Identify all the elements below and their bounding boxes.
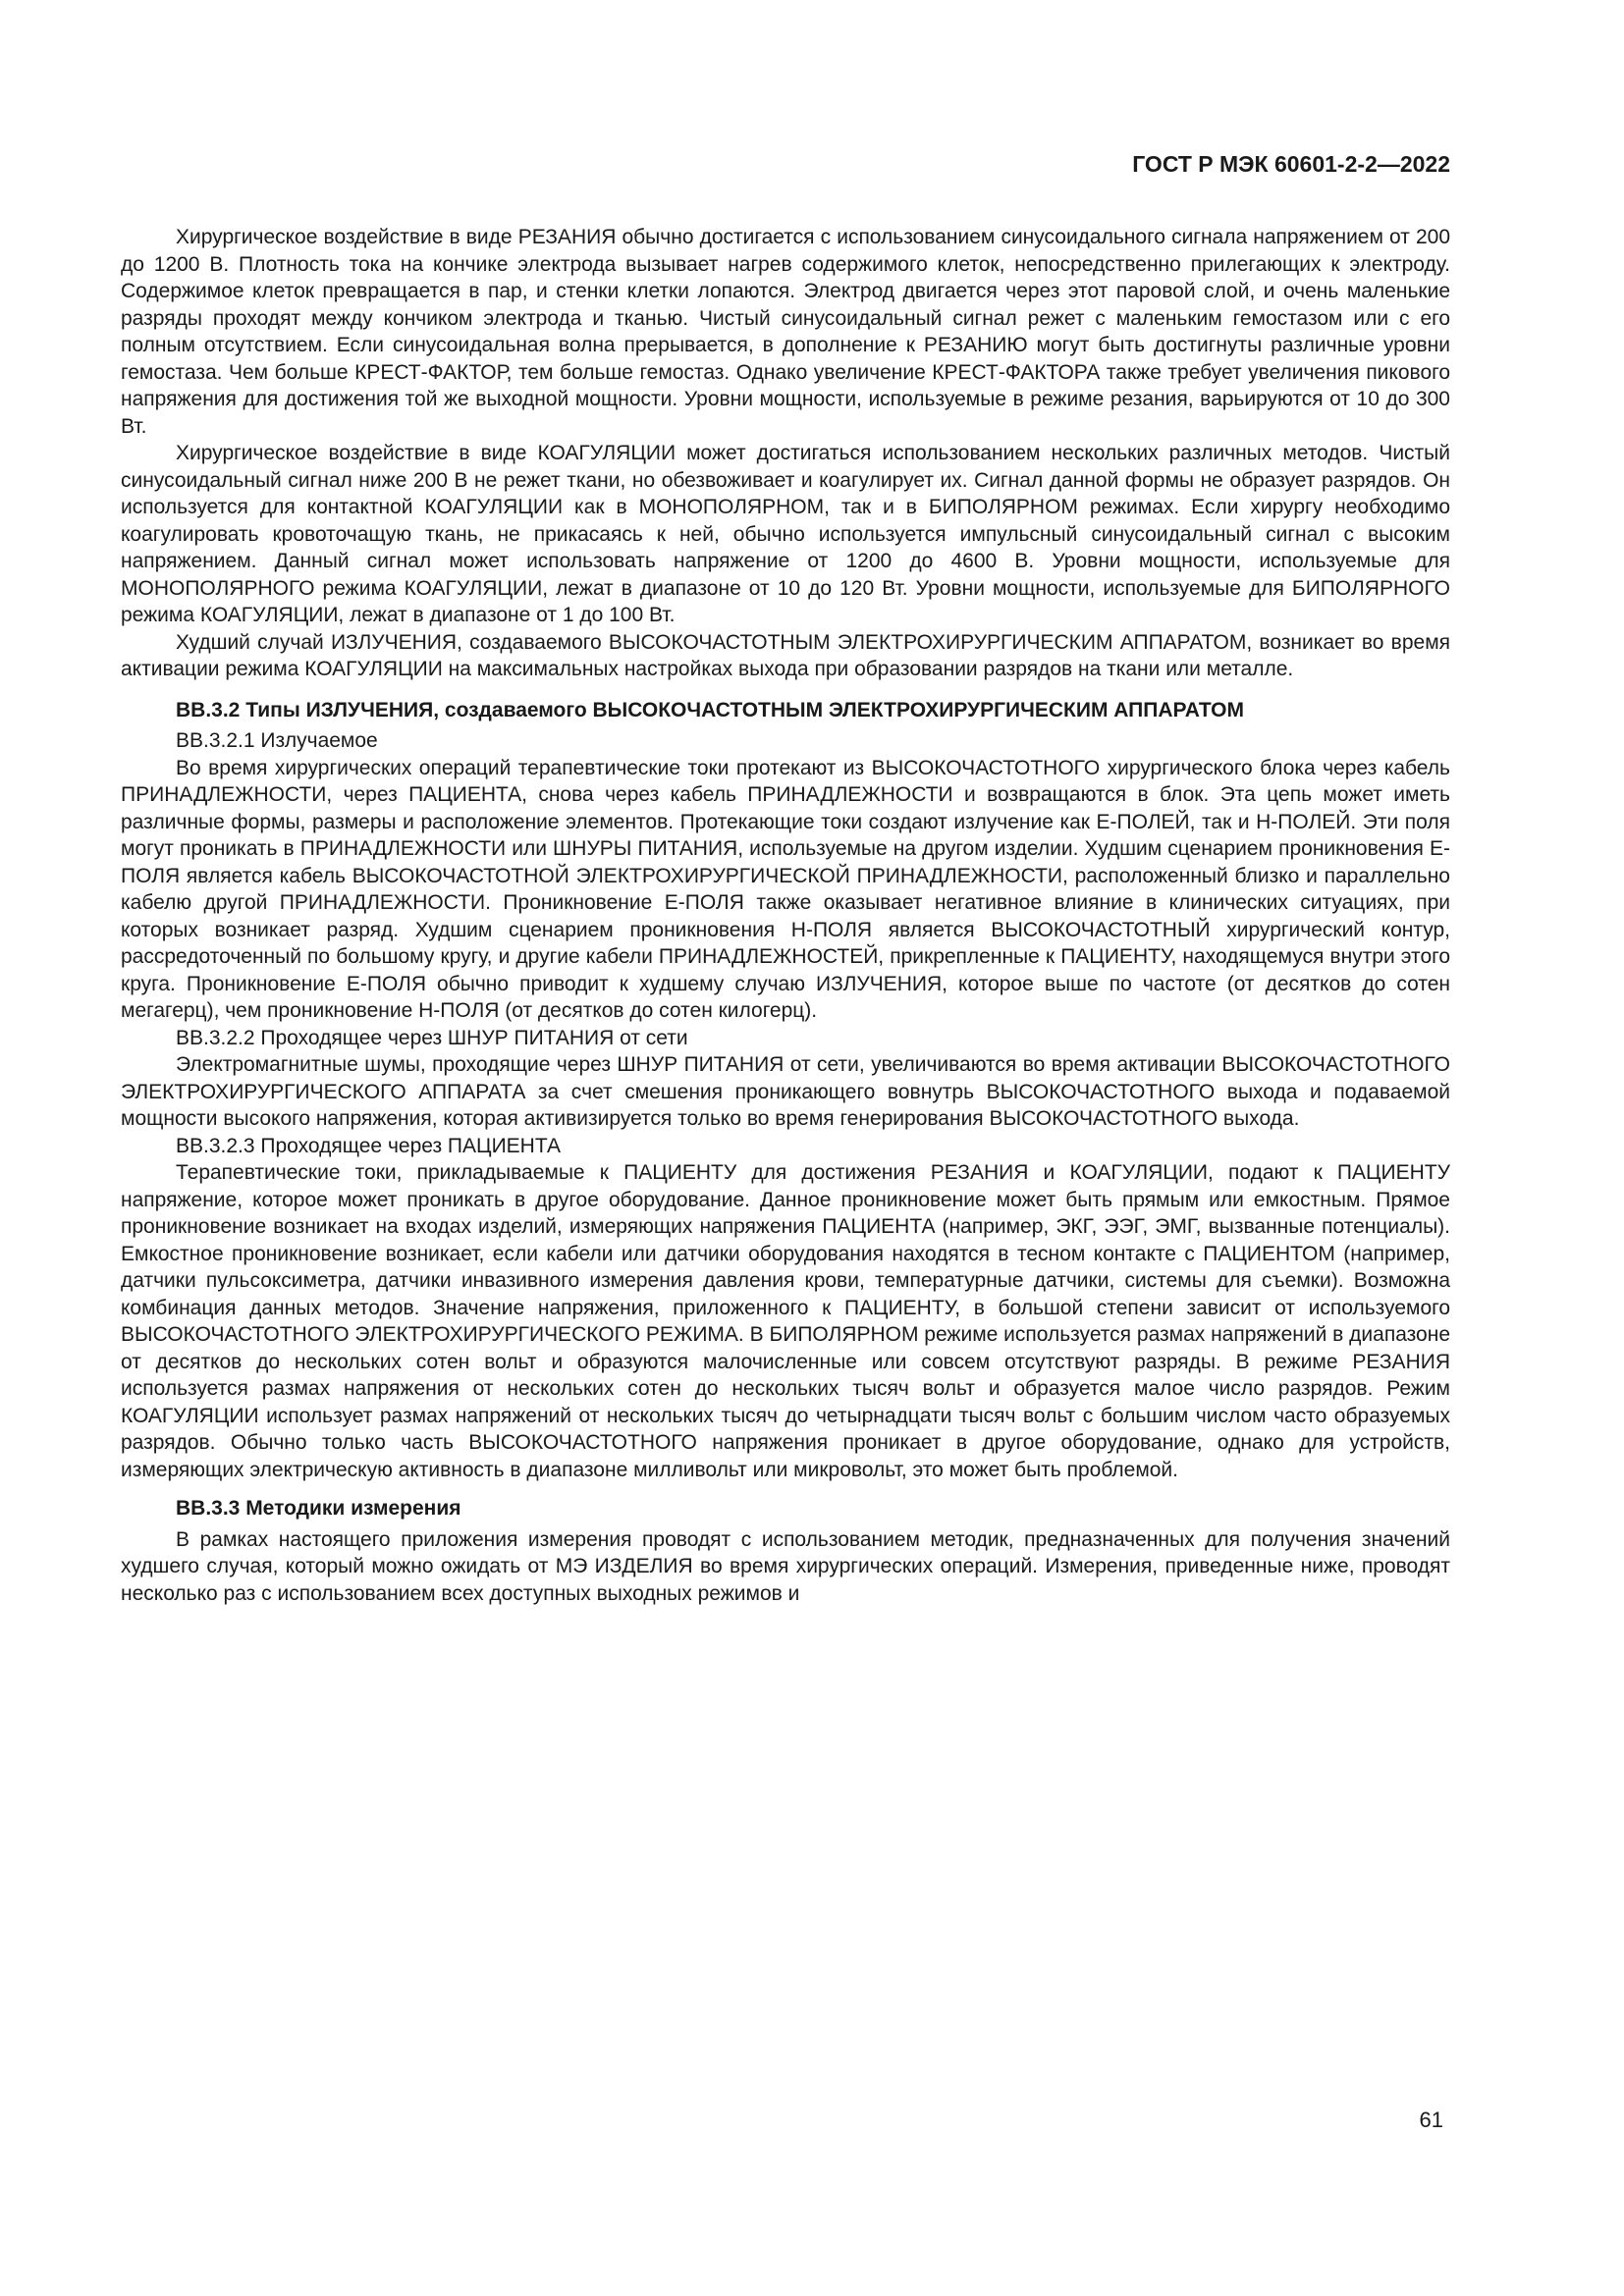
page-number: 61 — [1419, 2108, 1443, 2132]
subsection-title-bb-3-2-3: BB.3.2.3 Проходящее через ПАЦИЕНТА — [176, 1134, 561, 1157]
subsection-title-bb-3-2-2: BB.3.2.2 Проходящее через ШНУР ПИТАНИЯ от сети — [176, 1026, 688, 1049]
paragraph-coagulation: Хирургическое воздействие в виде КОАГУЛЯЦИИ может достигаться использованием нескольких различных методов. Чистый синусоидальный сигнал ниже 200 В не режет ткани, но обезвоживает и коагулирует их. Сигнал данной формы не образует разрядов. Он используется для контактной КОАГУЛЯЦИИ как в МОНОПОЛЯРНОМ, так и в БИПОЛЯРНОМ режимах. Если хирургу необходимо коагулировать кровоточащую ткань, не прикасаясь к ней, обычно используется импульсный синусоидальный сигнал с высоким напряжением. Данный сигнал может использовать напряжение от 1200 до 4600 В. Уровни мощности, используемые для МОНОПОЛЯРНОГО режима КОАГУЛЯЦИИ, лежат в диапазоне от 10 до 120 Вт. Уровни мощности, используемые для БИПОЛЯРНОГО режима КОАГУЛЯЦИИ, лежат в диапазоне от 1 до 100 Вт. — [121, 442, 1450, 626]
section-heading-bb-3-2: BB.3.2 Типы ИЗЛУЧЕНИЯ, создаваемого ВЫСОКОЧАСТОТНЫМ ЭЛЕКТРОХИРУРГИЧЕСКИМ АППАРАТОМ — [176, 698, 1244, 721]
paragraph-power-cord: Электромагнитные шумы, проходящие через ШНУР ПИТАНИЯ от сети, увеличиваются во время активации ВЫСОКОЧАСТОТНОГО ЭЛЕКТРОХИРУРГИЧЕСКОГО АППАРАТА за счет смешения проникающего вовнутрь ВЫСОКОЧАСТОТНОГО выхода и подаваемой мощности высокого напряжения, которая активизируется только во время генерирования ВЫСОКОЧАСТОТНОГО выхода. — [121, 1053, 1450, 1130]
paragraph-measurement: В рамках настоящего приложения измерения проводят с использованием методик, предназначенных для получения значений худшего случая, который можно ожидать от МЭ ИЗДЕЛИЯ во время хирургических операций. Измерения, приведенные ниже, проводят несколько раз с использованием всех доступных выходных режимов и — [121, 1527, 1450, 1605]
section-heading-bb-3-3: BB.3.3 Методики измерения — [176, 1497, 461, 1520]
document-body — [121, 224, 1450, 1607]
running-header-standard: ГОСТ Р МЭК 60601-2-2—2022 — [1132, 151, 1450, 177]
paragraph-cutting: Хирургическое воздействие в виде РЕЗАНИЯ обычно достигается с использованием синусоидального сигнала напряжением от 200 до 1200 В. Плотность тока на кончике электрода вызывает нагрев содержимого клеток, непосредственно прилегающих к электроду. Содержимое клеток превращается в пар, и стенки клетки лопаются. Электрод двигается через этот паровой слой, и очень маленькие разряды проходят между кончиком электрода и тканью. Чистый синусоидальный сигнал режет с маленьким гемостазом или с его полным отсутствием. Если синусоидальная волна прерывается, в дополнение к РЕЗАНИЮ могут быть достигнуты различные уровни гемостаза. Чем больше КРЕСТ-ФАКТОР, тем больше гемостаз. Однако увеличение КРЕСТ-ФАКТОРА также требует увеличения пикового напряжения для достижения той же выходной мощности. Уровни мощности, используемые в режиме резания, варьируются от 10 до 300 Вт. — [121, 226, 1450, 438]
paragraph-radiated: Во время хирургических операций терапевтические токи протекают из ВЫСОКОЧАСТОТНОГО хирургического блока через кабель ПРИНАДЛЕЖНОСТИ, через ПАЦИЕНТА, снова через кабель ПРИНАДЛЕЖНОСТИ и возвращаются в блок. Эта цепь может иметь различные формы, размеры и расположение элементов. Протекающие токи создают излучение как Е-ПОЛЕЙ, так и Н-ПОЛЕЙ. Эти поля могут проникать в ПРИНАДЛЕЖНОСТИ или ШНУРЫ ПИТАНИЯ, используемые на другом изделии. Худшим сценарием проникновения Е-ПОЛЯ является кабель ВЫСОКОЧАСТОТНОЙ ЭЛЕКТРОХИРУРГИЧЕСКОЙ ПРИНАДЛЕЖНОСТИ, расположенный близко и параллельно кабелю другой ПРИНАДЛЕЖНОСТИ. Проникновение Е-ПОЛЯ также оказывает негативное влияние в клинических ситуациях, при которых возникает разряд. Худшим сценарием проникновения Н-ПОЛЯ является ВЫСОКОЧАСТОТНЫЙ хирургический контур, рассредоточенный по большому кругу, и другие кабели ПРИНАДЛЕЖНОСТЕЙ, прикрепленные к ПАЦИЕНТУ, находящемуся внутри этого круга. Проникновение Е-ПОЛЯ обычно приводит к худшему случаю ИЗЛУЧЕНИЯ, которое выше по частоте (от десятков до сотен мегагерц), чем проникновение Н-ПОЛЯ (от десятков до сотен килогерц). — [121, 756, 1450, 1022]
subsection-title-bb-3-2-1: BB.3.2.1 Излучаемое — [176, 729, 378, 752]
paragraph-patient: Терапевтические токи, прикладываемые к ПАЦИЕНТУ для достижения РЕЗАНИЯ и КОАГУЛЯЦИИ, подают к ПАЦИЕНТУ напряжение, которое может проникать в другое оборудование. Данное проникновение может быть прямым или емкостным. Прямое проникновение возникает на входах изделий, измеряющих напряжения ПАЦИЕНТА (например, ЭКГ, ЭЭГ, ЭМГ, вызванные потенциалы). Емкостное проникновение возникает, если кабели или датчики оборудования находятся в тесном контакте с ПАЦИЕНТОМ (например, датчики пульсоксиметра, датчики инвазивного измерения давления крови, температурные датчики, системы для съемки). Возможна комбинация данных методов. Значение напряжения, приложенного к ПАЦИЕНТУ, в большой степени зависит от используемого ВЫСОКОЧАСТОТНОГО ЭЛЕКТРОХИРУРГИЧЕСКОГО РЕЖИМА. В БИПОЛЯРНОМ режиме используется размах напряжений в диапазоне от десятков до нескольких сотен вольт и образуются малочисленные или совсем отсутствуют разряды. В режиме РЕЗАНИЯ используется размах напряжения от нескольких сотен до нескольких тысяч вольт и образуется малое число разрядов. Режим КОАГУЛЯЦИИ использует размах напряжений от нескольких тысяч до четырнадцати тысяч вольт с большим числом часто образуемых разрядов. Обычно только часть ВЫСОКОЧАСТОТНОГО напряжения проникает в другое оборудование, однако для устройств, измеряющих электрическую активность в диапазоне милливольт или микровольт, это может быть проблемой. — [121, 1161, 1450, 1481]
paragraph-worst-case: Худший случай ИЗЛУЧЕНИЯ, создаваемого ВЫСОКОЧАСТОТНЫМ ЭЛЕКТРОХИРУРГИЧЕСКИМ АППАРАТОМ, возникает во время активации режима КОАГУЛЯЦИИ на максимальных настройках выхода при образовании разрядов на ткани или металле. — [121, 630, 1450, 680]
